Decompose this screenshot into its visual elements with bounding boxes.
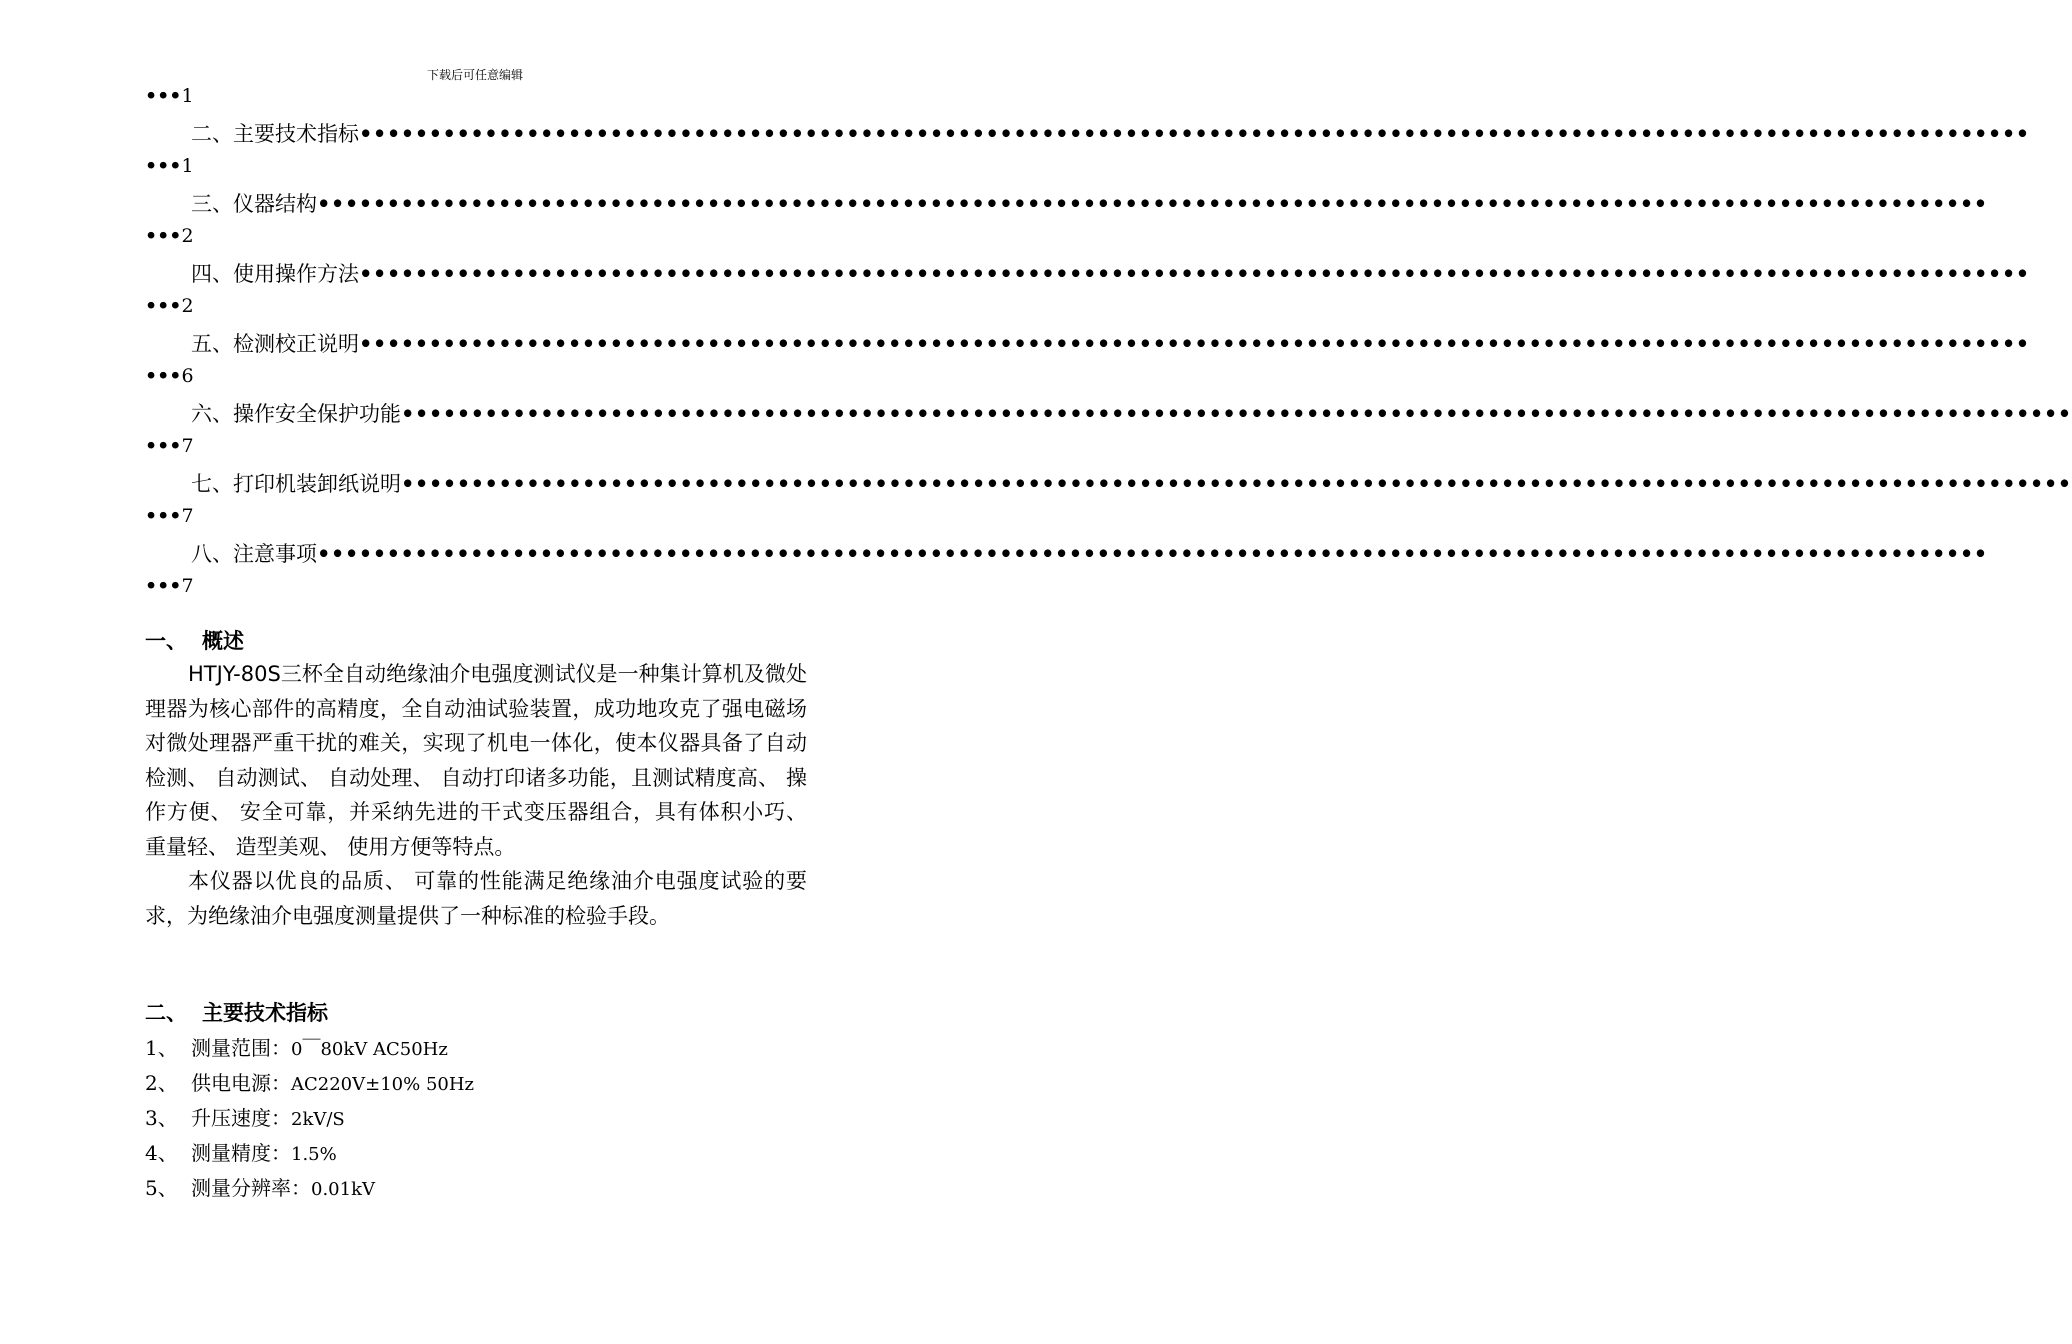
leader-dots: •••••••••••••••••••••••••••••••••••••••••••••••••••••••••••••••••••••••••••••••••••••••••••••••••••••••••••••••••••••••• (317, 190, 1988, 216)
leader-dots: ••• (145, 155, 182, 177)
toc-entry[interactable] (145, 325, 2030, 360)
toc-number: 二、 (191, 122, 233, 146)
toc-title: 打印机装卸纸说明 (233, 472, 401, 496)
toc-entry[interactable] (145, 115, 2030, 150)
toc-number: 六、 (191, 402, 233, 426)
toc-page-row (145, 150, 807, 185)
toc-page-number: 2 (181, 225, 194, 247)
spec-label: 测量范围： (191, 1036, 291, 1060)
spec-value: 0￣80kV AC50Hz (291, 1039, 448, 1060)
leader-dots: ••• (145, 295, 182, 317)
toc-page-row (145, 570, 807, 605)
leader-dots: •••••••••••••••••••••••••••••••••••••••••••••••••••••••••••••••••••••••••••••••••••••••••••••••••••••••••••••••••••••••• (359, 330, 2030, 356)
section-title: 概述 (202, 629, 244, 653)
spec-label: 测量分辨率： (191, 1176, 311, 1200)
section-heading (145, 997, 807, 1029)
leader-dots: ••• (145, 365, 182, 387)
toc-number: 四、 (191, 262, 233, 286)
spec-number: 1、 (145, 1036, 178, 1060)
spec-value: AC220V±10% 50Hz (291, 1074, 475, 1095)
toc-title: 检测校正说明 (233, 332, 359, 356)
spec-number: 2、 (145, 1071, 178, 1095)
toc-number: 八、 (191, 542, 233, 566)
leader-dots: ••• (145, 225, 182, 247)
toc-entry[interactable] (145, 465, 2072, 500)
toc-title: 注意事项 (233, 542, 317, 566)
toc-title: 主要技术指标 (233, 122, 359, 146)
document-page (145, 80, 2072, 1200)
spec-value: 1.5% (291, 1144, 337, 1165)
spec-value: 2kV/S (291, 1109, 345, 1130)
toc-page-number: 6 (181, 365, 194, 387)
toc-page-tail (145, 80, 807, 115)
specs-section (145, 997, 807, 1206)
leader-dots: •••••••••••••••••••••••••••••••••••••••••••••••••••••••••••••••••••••••••••••••••••••••••••••••••••••••••••••••••••••••• (359, 120, 2030, 146)
spec-item (145, 1031, 807, 1066)
leader-dots: •••••••••••••••••••••••••••••••••••••••••••••••••••••••••••••••••••••••••••••••••••••••••••••••••••••••••••••••••••••••• (401, 400, 2072, 426)
overview-paragraph: 本仪器以优良的品质、 可靠的性能满足绝缘油介电强度试验的要求，为绝缘油介电强度测量提供了一种标准的检验手段。 (145, 869, 807, 928)
spec-item (145, 1136, 807, 1171)
spec-number: 3、 (145, 1106, 178, 1130)
spec-item (145, 1171, 807, 1206)
section-number: 二、 (145, 1001, 187, 1025)
leader-dots: ••• (145, 85, 182, 107)
toc-page-number: 2 (181, 295, 194, 317)
section-heading (145, 625, 807, 657)
toc-entry[interactable] (145, 255, 2030, 290)
table-of-contents (145, 80, 2072, 605)
spec-label: 测量精度： (191, 1141, 291, 1165)
page-header: 下载后可任意编辑 (426, 68, 523, 82)
toc-page-number: 1 (181, 85, 194, 107)
toc-page-number: 7 (181, 575, 194, 597)
toc-entry[interactable] (145, 185, 1988, 220)
leader-dots: •••••••••••••••••••••••••••••••••••••••••••••••••••••••••••••••••••••••••••••••••••••••••••••••••••••••••••••••••••••••• (401, 470, 2072, 496)
spec-item (145, 1066, 807, 1101)
toc-title: 仪器结构 (233, 192, 317, 216)
spec-number: 5、 (145, 1176, 178, 1200)
toc-title: 使用操作方法 (233, 262, 359, 286)
toc-number: 三、 (191, 192, 233, 216)
spec-label: 升压速度： (191, 1106, 291, 1130)
toc-page-number: 1 (181, 155, 194, 177)
leader-dots: •••••••••••••••••••••••••••••••••••••••••••••••••••••••••••••••••••••••••••••••••••••••••••••••••••••••••••••••••••••••• (317, 540, 1988, 566)
toc-page-row (145, 500, 807, 535)
toc-page-row (145, 430, 807, 465)
toc-number: 五、 (191, 332, 233, 356)
spec-label: 供电电源： (191, 1071, 291, 1095)
leader-dots: ••• (145, 505, 182, 527)
toc-entry[interactable] (145, 395, 2072, 430)
spec-item (145, 1101, 807, 1136)
overview-paragraph: HTJY-80S三杯全自动绝缘油介电强度测试仪是一种集计算机及微处理器为核心部件的高精度，全自动油试验装置，成功地攻克了强电磁场对微处理器严重干扰的难关，实现了机电一体化，使本仪器具备了自动检测、 自动测试、 自动处理、 自动打印诸多功能，且测试精度高、 操作方便、 安全可靠，并采纳先进的干式变压器组合，具有体积小巧、 重量轻、 造型美观、 使用方便等特点。 (145, 662, 807, 859)
toc-page-row (145, 290, 807, 325)
section-title: 主要技术指标 (202, 1001, 328, 1025)
toc-page-number: 7 (181, 505, 194, 527)
toc-page-number: 7 (181, 435, 194, 457)
toc-page-row (145, 220, 807, 255)
leader-dots: ••• (145, 435, 182, 457)
leader-dots: •••••••••••••••••••••••••••••••••••••••••••••••••••••••••••••••••••••••••••••••••••••••••••••••••••••••••••••••••••••••• (359, 260, 2030, 286)
section-number: 一、 (145, 629, 187, 653)
toc-title: 操作安全保护功能 (233, 402, 401, 426)
toc-entry[interactable] (145, 535, 1988, 570)
toc-number: 七、 (191, 472, 233, 496)
leader-dots: ••• (145, 575, 182, 597)
toc-page-row (145, 360, 807, 395)
spec-value: 0.01kV (311, 1179, 375, 1200)
spec-number: 4、 (145, 1141, 178, 1165)
overview-section (145, 625, 807, 933)
